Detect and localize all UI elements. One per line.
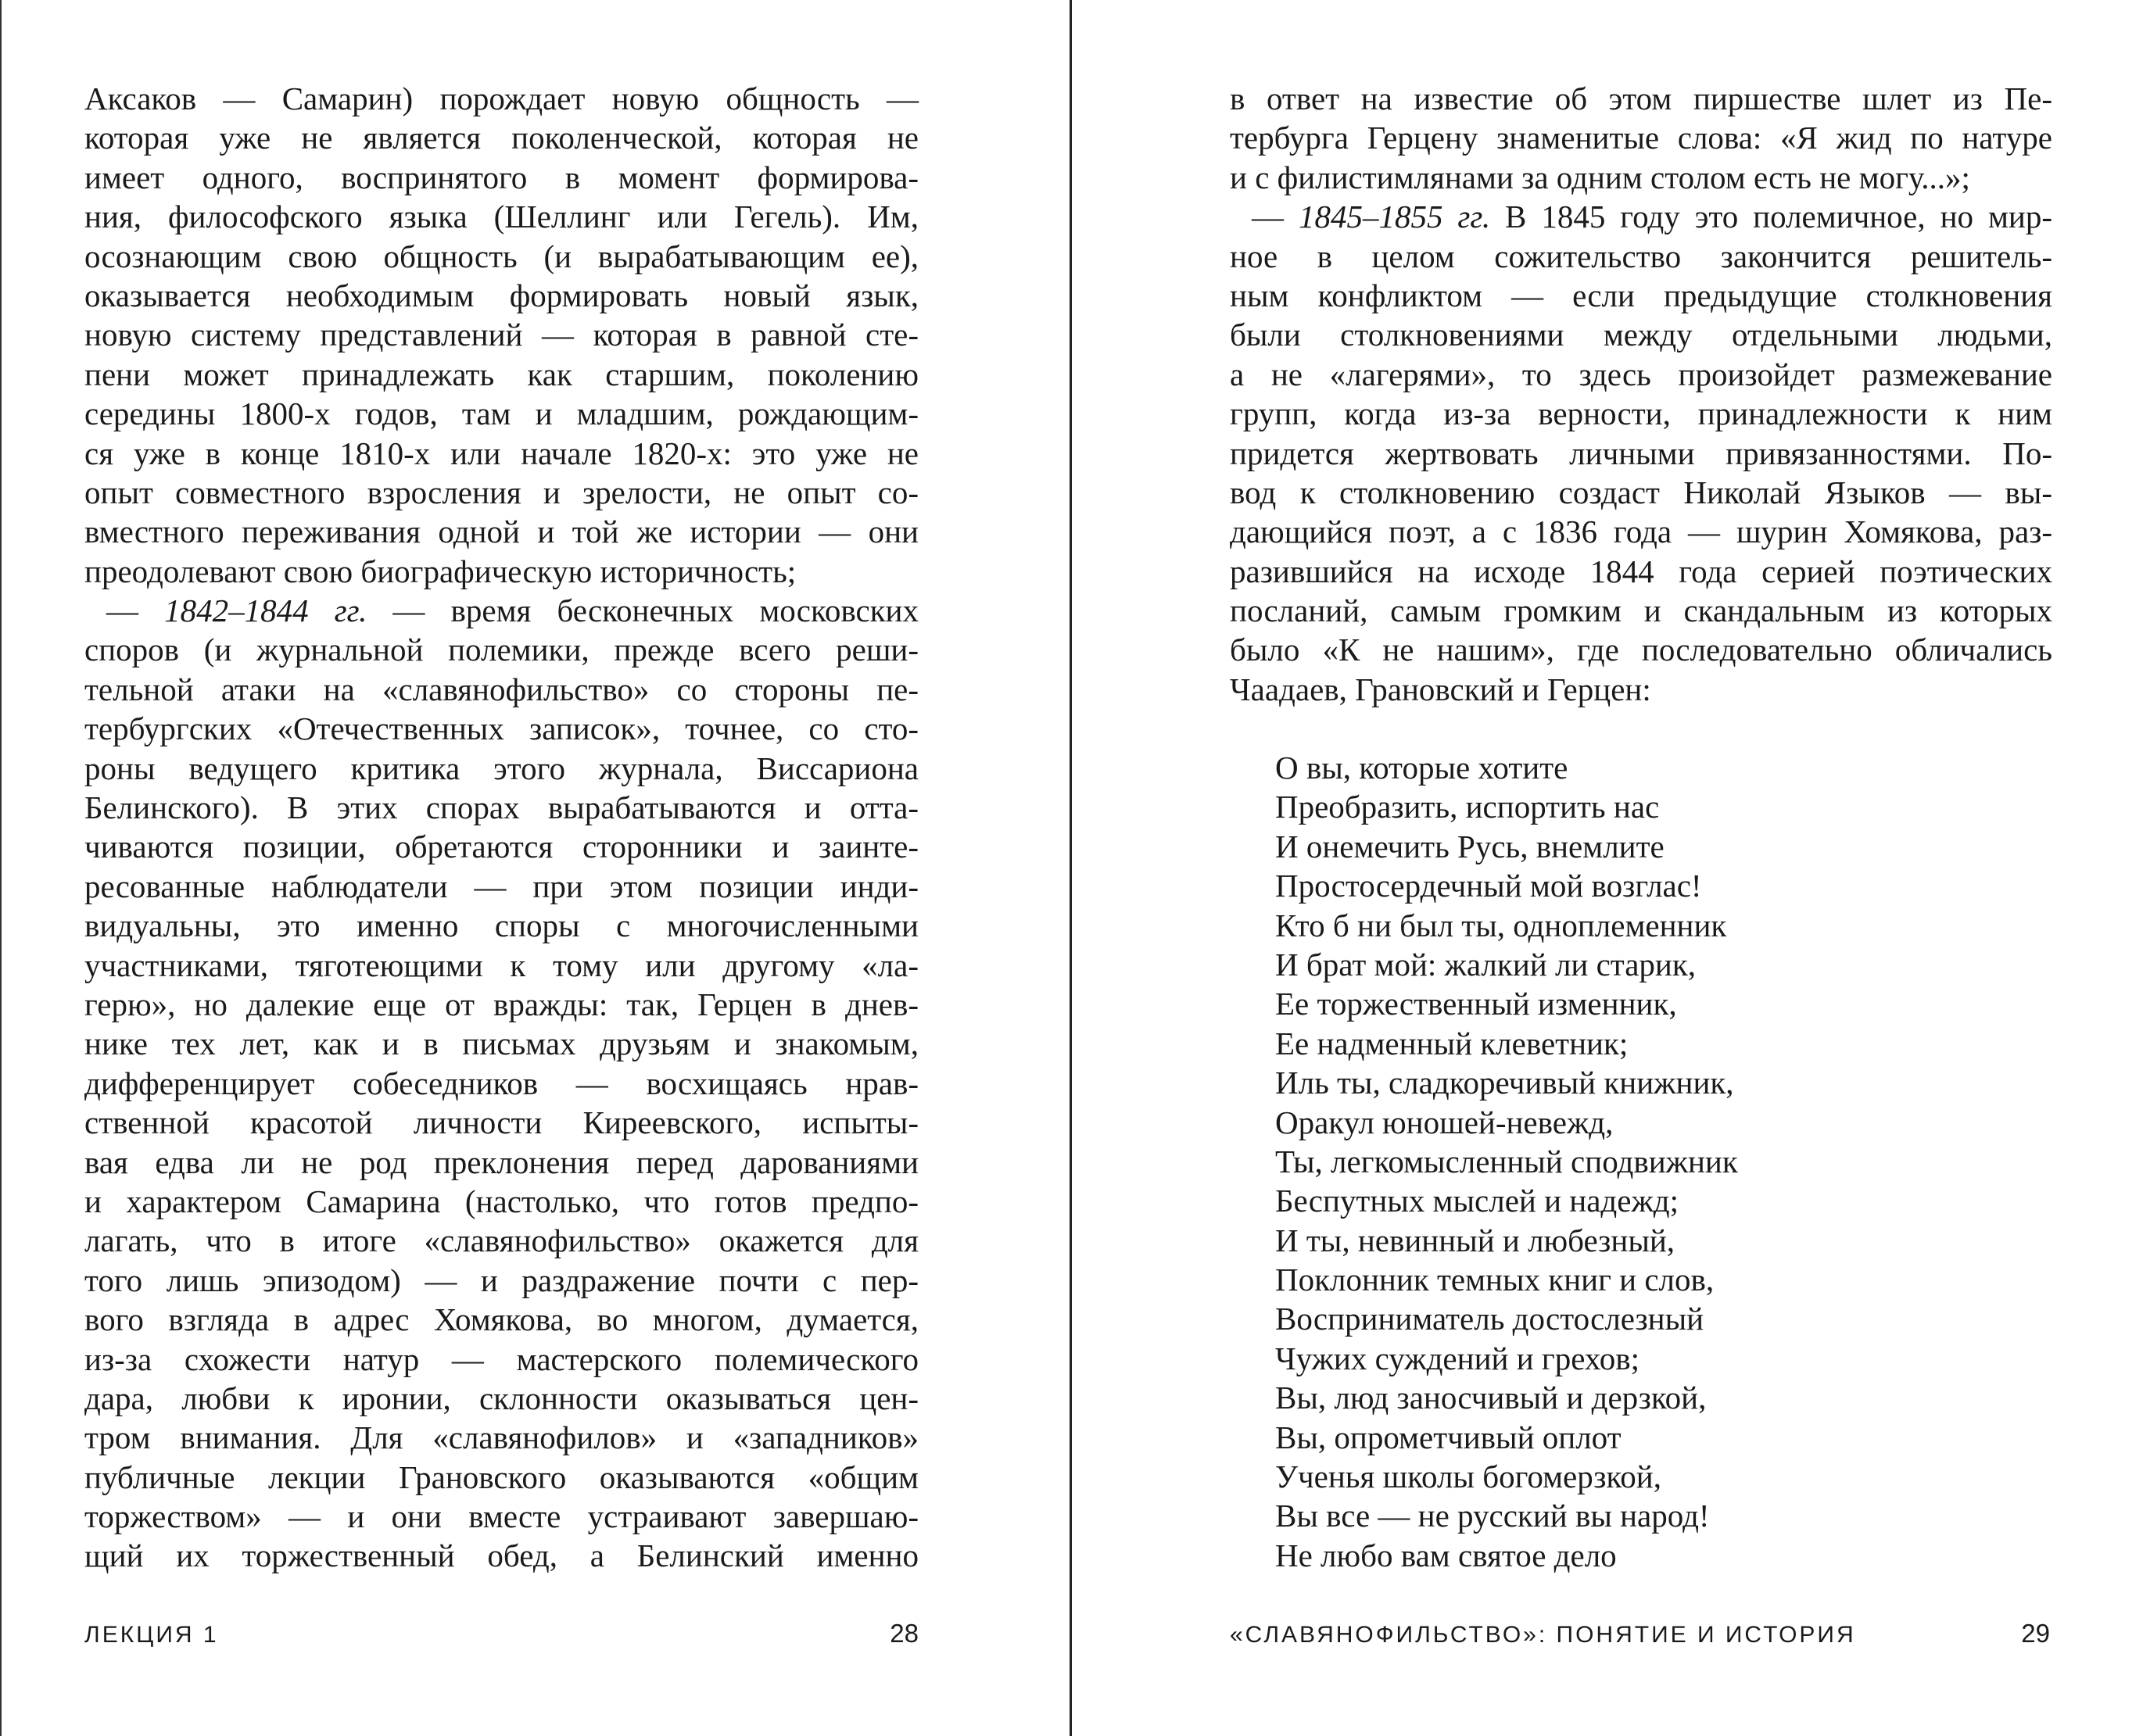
text-line: оказывается необходимым формировать новый язык,	[84, 277, 919, 313]
text-line: видуальны, это именно споры с многочисленными	[84, 907, 919, 944]
text-line: пени может принадлежать как старшим, поколению	[84, 356, 919, 392]
text-line: посланий, самым громким и скандальным из которых	[1230, 592, 2052, 629]
left-page-body	[84, 79, 919, 1576]
text-line: Белинского). В этих спорах вырабатываются и отта-	[84, 789, 919, 826]
text-line: ным конфликтом — если предыдущие столкновения	[1230, 277, 2052, 313]
text-line: ресованные наблюдатели — при этом позиции инди-	[84, 868, 919, 904]
text-line: преодолевают свою биографическую историчность;	[84, 553, 797, 589]
text-line: тербурга Герцену знаменитые слова: «Я жид по натуре	[1230, 120, 2052, 156]
text-line: чиваются позиции, обретаются сторонники и заинте-	[84, 829, 919, 865]
poem-line: О вы, которые хотите	[1275, 750, 1568, 786]
text-line: разившийся на исходе 1844 года серией поэтических	[1230, 553, 2052, 589]
text-line: герю», но далекие еще от вражды: так, Герцен в днев-	[84, 986, 919, 1022]
text-line: из-за схожести натур — мастерского полемического	[84, 1340, 919, 1377]
poem-line: Восприниматель достослезный	[1275, 1301, 1704, 1337]
text-line: того лишь эпизодом) — и раздражение почти с пер-	[84, 1262, 919, 1298]
text-line: опыт совместного взросления и зрелости, не опыт со-	[84, 474, 919, 510]
book-spine-divider	[1070, 0, 1072, 1736]
text-line: вого взгляда в адрес Хомякова, во многом, думается,	[84, 1301, 919, 1338]
text-line: тром внимания. Для «славянофилов» и «западников»	[84, 1419, 919, 1456]
poem-line: Вы, люд заносчивый и дерзкой,	[1275, 1380, 1707, 1416]
poem-line: Преобразить, испортить нас	[1275, 789, 1660, 825]
text-line: тербургских «Отечественных записок», точнее, со сто-	[84, 711, 919, 747]
text-line: Аксаков — Самарин) порождает новую общность —	[84, 81, 919, 116]
text-line: вая едва ли не род преклонения перед дарованиями	[84, 1144, 919, 1180]
left-page-number: 28	[890, 1619, 919, 1648]
text-line: и с филистимлянами за одним столом есть не могу...»;	[1230, 159, 1970, 195]
text-line: вод к столкновению создаст Николай Языков — вы-	[1230, 474, 2052, 510]
date-range: 1845–1855 гг.	[1298, 199, 1491, 235]
text-line: новую систему представлений — которая в равной сте-	[84, 317, 919, 353]
text-line: роны ведущего критика этого журнала, Виссариона	[84, 750, 919, 786]
poem-line: Ее торжественный изменник,	[1275, 986, 1677, 1022]
text-line: ственной красотой личности Киреевского, испыты-	[84, 1104, 919, 1141]
text-line: — 1845–1855 гг. В 1845 году это полемичное, но мир-	[1252, 199, 2053, 235]
poem-line: Вы, опрометчивый оплот	[1275, 1419, 1622, 1455]
text-line: ное в целом сожительство закончится решитель-	[1230, 238, 2052, 274]
poem-line: Иль ты, сладкоречивый книжник,	[1275, 1065, 1734, 1101]
poem-line: Ученья школы богомерзкой,	[1275, 1459, 1661, 1495]
text-line: в ответ на известие об этом пиршестве шлет из Пе-	[1230, 81, 2052, 116]
poem-line: Простосердечный мой возглас!	[1275, 868, 1702, 904]
text-line: имеет одного, воспринятого в момент формирова-	[84, 159, 919, 195]
poem-line: Не любо вам святое дело	[1275, 1537, 1617, 1573]
right-page-body	[1230, 79, 2052, 709]
text-line: которая уже не является поколенческой, которая не	[84, 120, 919, 156]
text-line: публичные лекции Грановского оказываются «общим	[84, 1459, 919, 1495]
poem-line: Беспутных мыслей и надежд;	[1275, 1183, 1679, 1219]
text-line: и характером Самарина (настолько, что готов предпо-	[84, 1183, 919, 1219]
text-line: а не «лагерями», то здесь произойдет размежевание	[1230, 356, 2052, 392]
right-page-number: 29	[2021, 1619, 2050, 1648]
poem-line: Ты, легкомысленный сподвижник	[1275, 1143, 1738, 1179]
text-line: — 1842–1844 гг. — время бесконечных московских	[106, 592, 919, 629]
text-line: дающийся поэт, а с 1836 года — шурин Хомякова, раз-	[1230, 514, 2052, 550]
text-line: вместного переживания одной и той же истории — они	[84, 514, 919, 550]
poem-line: Кто б ни был ты, одноплеменник	[1275, 907, 1727, 943]
poem-line: Оракул юношей-невежд,	[1275, 1104, 1614, 1140]
text-line: Чаадаев, Грановский и Герцен:	[1230, 671, 1651, 707]
text-line: было «К не нашим», где последовательно обличались	[1230, 632, 2052, 668]
poem-line: И онемечить Русь, внемлите	[1275, 828, 1665, 864]
text-line: придется жертвовать личными привязанностями. По-	[1230, 435, 2052, 471]
page-edge	[0, 0, 2, 1736]
text-line: тельной атаки на «славянофильство» со стороны пе-	[84, 671, 919, 707]
text-line: щий их торжественный обед, а Белинский именно	[84, 1537, 919, 1574]
poem-line: Вы все — не русский вы народ!	[1275, 1498, 1710, 1534]
poem-quote	[1275, 748, 1738, 1575]
text-line: ся уже в конце 1810-х или начале 1820-х: это уже не	[84, 435, 919, 471]
text-line: дифференцирует собеседников — восхищаясь нрав-	[84, 1065, 919, 1101]
text-line: ния, философского языка (Шеллинг или Гегель). Им,	[84, 199, 919, 235]
date-range: 1842–1844 гг.	[164, 592, 367, 629]
left-running-footer: ЛЕКЦИЯ 1	[84, 1622, 219, 1648]
text-line: осознающим свою общность (и вырабатывающим ее),	[84, 238, 919, 274]
text-line: торжеством» — и они вместе устраивают завершаю-	[84, 1498, 919, 1535]
poem-line: И брат мой: жалкий ли старик,	[1275, 946, 1697, 983]
text-line: групп, когда из-за верности, принадлежности к ним	[1230, 396, 2052, 432]
text-line: споров (и журнальной полемики, прежде всего реши-	[84, 632, 919, 668]
poem-line: Чужих суждений и грехов;	[1275, 1340, 1640, 1376]
text-line: участниками, тяготеющими к тому или другому «ла-	[84, 947, 919, 983]
text-line: нике тех лет, как и в письмах друзьям и знакомым,	[84, 1025, 919, 1062]
text-line: лагать, что в итоге «славянофильство» окажется для	[84, 1222, 919, 1259]
text-line: середины 1800-х годов, там и младшим, рождающим-	[84, 396, 919, 432]
poem-line: И ты, невинный и любезный,	[1275, 1222, 1675, 1258]
right-running-footer: «СЛАВЯНОФИЛЬСТВО»: ПОНЯТИЕ И ИСТОРИЯ	[1230, 1622, 1856, 1648]
poem-line: Поклонник темных книг и слов,	[1275, 1262, 1715, 1298]
text-line: были столкновениями между отдельными людьми,	[1230, 317, 2052, 353]
poem-line: Ее надменный клеветник;	[1275, 1025, 1629, 1061]
text-line: дара, любви к иронии, склонности оказываться цен-	[84, 1380, 919, 1416]
